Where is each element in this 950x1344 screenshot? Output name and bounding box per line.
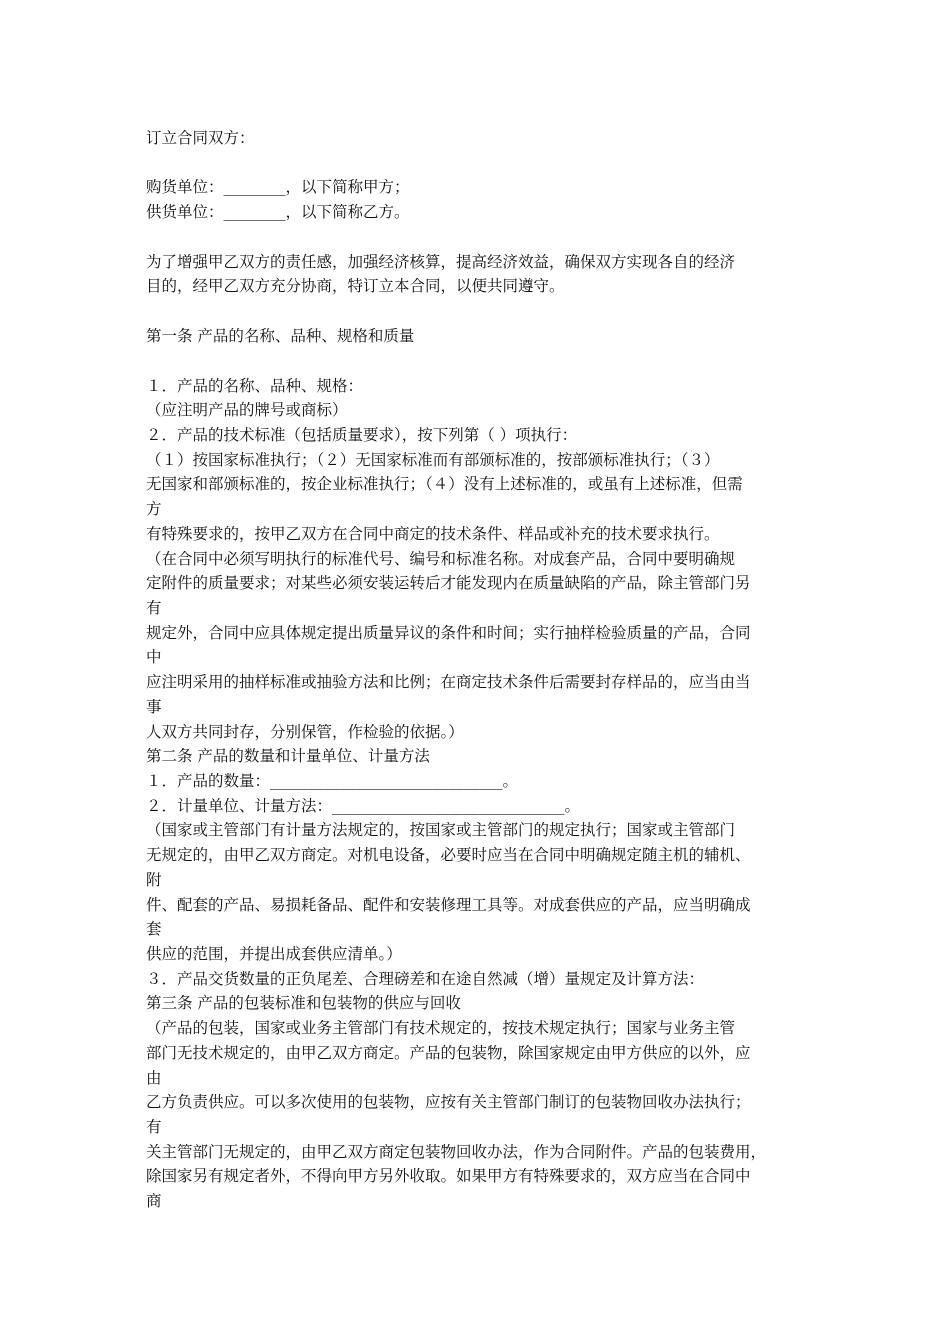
text-line: 除国家另有规定者外，不得向甲方另外收取。如果甲方有特殊要求的，双方应当在合同中	[146, 1167, 751, 1185]
article-1-title: 第一条 产品的名称、品种、规格和质量	[146, 327, 415, 345]
text-line: 乙方负责供应。可以多次使用的包装物，应按有关主管部门制订的包装物回收办法执行；	[146, 1093, 751, 1111]
text-line: 商	[146, 1192, 162, 1210]
text-line: （１）按国家标准执行；（２）无国家标准而有部颁标准的，按部颁标准执行；（３）	[146, 451, 720, 469]
buyer-line: 购货单位：________，以下简称甲方；	[146, 178, 410, 196]
text-line: 由	[146, 1069, 162, 1087]
text-line: 无国家和部颁标准的，按企业标准执行；（４）没有上述标准的，或虽有上述标准，但需	[146, 475, 743, 493]
quantity-field-line: １．产品的数量：______________________________。	[146, 772, 519, 790]
text-line: 有特殊要求的，按甲乙双方在合同中商定的技术条件、样品或补充的技术要求执行。	[146, 525, 720, 543]
text-line: 套	[146, 920, 162, 938]
preamble-line-1: 为了增强甲乙双方的责任感，加强经济核算，提高经济效益，确保双方实现各自的经济	[146, 253, 736, 271]
text-line: 有	[146, 1118, 162, 1136]
text-line: 件、配套的产品、易损耗备品、配件和安装修理工具等。对成套供应的产品，应当明确成	[146, 896, 751, 914]
text-line: （应注明产品的牌号或商标）	[146, 401, 348, 419]
text-line: 规定外，合同中应具体规定提出质量异议的条件和时间；实行抽样检验质量的产品，合同	[146, 624, 751, 642]
text-line: （在合同中必须写明执行的标准代号、编号和标准名称。对成套产品，合同中要明确规	[146, 550, 736, 568]
text-line: 供应的范围，并提出成套供应清单。）	[146, 945, 402, 963]
text-line: 应注明采用的抽样标准或抽验方法和比例；在商定技术条件后需要封存样品的，应当由当	[146, 673, 751, 691]
article-2-title: 第二条 产品的数量和计量单位、计量方法	[146, 747, 430, 765]
text-line: 无规定的，由甲乙双方商定。对机电设备，必要时应当在合同中明确规定随主机的辅机、	[146, 846, 751, 864]
preamble-line-2: 目的，经甲乙双方充分协商，特订立本合同，以便共同遵守。	[146, 277, 565, 295]
text-line: （产品的包装，国家或业务主管部门有技术规定的，按技术规定执行；国家与业务主管	[146, 1019, 736, 1037]
text-line: 事	[146, 698, 162, 716]
text-line: 部门无技术规定的，由甲乙双方商定。产品的包装物，除国家规定由甲方供应的以外，应	[146, 1044, 751, 1062]
article-3-title: 第三条 产品的包装标准和包装物的供应与回收	[146, 994, 461, 1012]
heading-parties: 订立合同双方：	[146, 129, 255, 147]
text-line: 人双方共同封存，分别保管，作检验的依据。）	[146, 723, 464, 741]
text-line: ３．产品交货数量的正负尾差、合理磅差和在途自然减（增）量规定及计算方法：	[146, 970, 705, 988]
text-line: 定附件的质量要求；对某些必须安装运转后才能发现内在质量缺陷的产品，除主管部门另	[146, 574, 751, 592]
text-line: １．产品的名称、品种、规格：	[146, 377, 364, 395]
text-line: 方	[146, 500, 162, 518]
unit-field-line: ２．计量单位、计量方法：______________________________。	[146, 797, 581, 815]
text-line: （国家或主管部门有计量方法规定的，按国家或主管部门的规定执行；国家或主管部门	[146, 821, 736, 839]
text-line: 中	[146, 648, 162, 666]
seller-line: 供货单位：________，以下简称乙方。	[146, 203, 410, 221]
text-line: 关主管部门无规定的，由甲乙双方商定包装物回收办法，作为合同附件。产品的包装费用，	[146, 1143, 767, 1161]
text-line: 附	[146, 871, 162, 889]
text-line: 有	[146, 599, 162, 617]
text-line: ２．产品的技术标准（包括质量要求），按下列第（ ）项执行：	[146, 426, 578, 444]
